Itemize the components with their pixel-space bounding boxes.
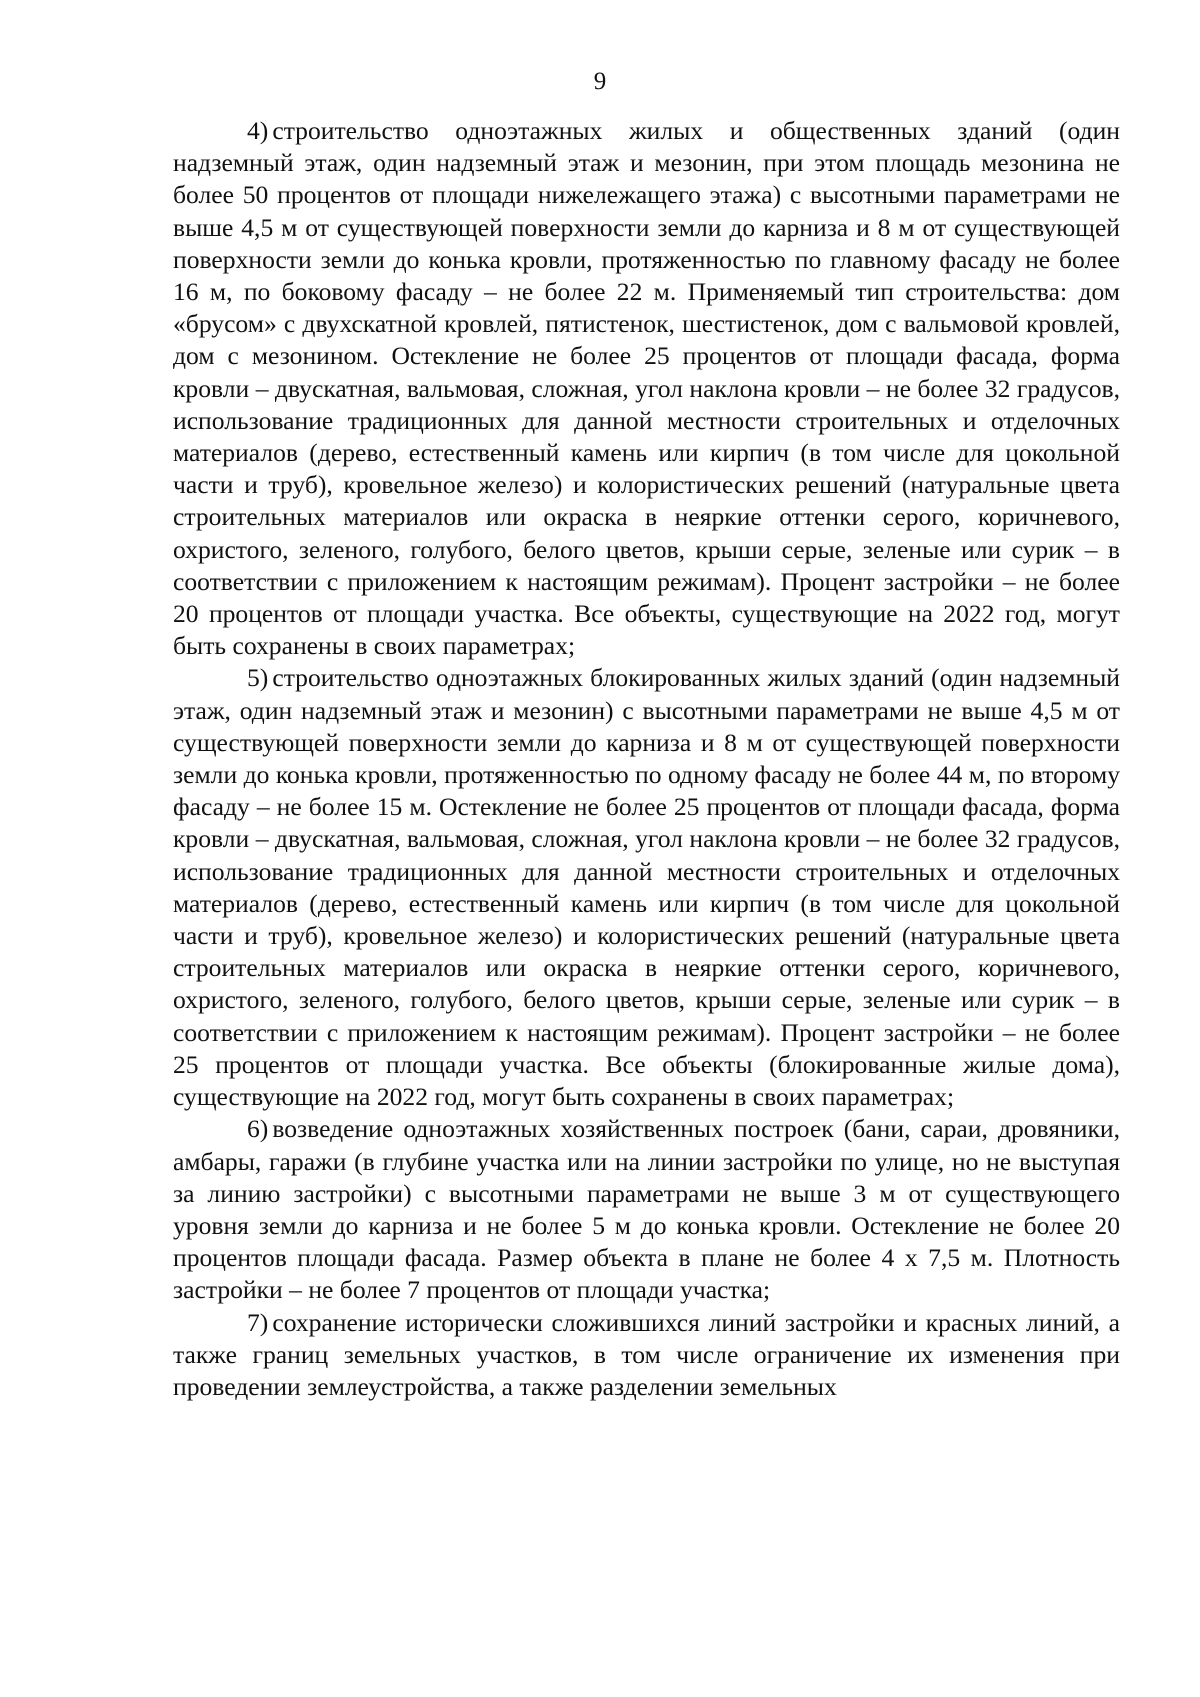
list-item-5 [173,662,1120,1113]
page-number: 9 [593,68,607,95]
list-item-6 [173,1113,1120,1306]
item-text: возведение одноэтажных хозяйственных построек (бани, сараи, дровяники, амбары, гаражи (в глубине участка или на линии застройки по улице, но не выступая за линию застройки) с высотными параметрами не выше 3 м от существующего уровня земли до карниза и не более 5 м до конька кровли. Остекление не более 20 процентов площади фасада. Размер объекта в плане не более 4 х 7,5 м. Плотность застройки – не более 7 процентов от площади участка; [173,1114,1120,1305]
item-text: строительство одноэтажных блокированных жилых зданий (один надземный этаж, один надземный этаж и мезонин) с высотными параметрами не выше 4,5 м от существующей поверхности земли до карниза и 8 м от существующей поверхности земли до конька кровли, протяженностью по одному фасаду не более 44 м, по второму фасаду – не более 15 м. Остекление не более 25 процентов от площади фасада, форма кровли – двускатная, вальмовая, сложная, угол наклона кровли – не более 32 градусов, использование традиционных для данной местности строительных и отделочных материалов (дерево, естественный камень или кирпич (в том числе для цокольной части и труб), кровельное железо) и колористических решений (натуральные цвета строительных материалов или окраска в неяркие оттенки серого, коричневого, охристого, зеленого, голубого, белого цветов, крыши серые, зеленые или сурик – в соответствии с приложением к настоящим режимам). Процент застройки – не более 25 процентов от площади участка. Все объекты (блокированные жилые дома), существующие на 2022 год, могут быть сохранены в своих параметрах; [173,663,1120,1112]
item-number: 7) [247,1307,269,1337]
item-text: строительство одноэтажных жилых и общественных зданий (один надземный этаж, один надземный этаж и мезонин, при этом площадь мезонина не более 50 процентов от площади нижележащего этажа) с высотными параметрами не выше 4,5 м от существующей поверхности земли до карниза и 8 м от существующей поверхности земли до конька кровли, протяженностью по главному фасаду не более 16 м, по боковому фасаду – не более 22 м. Применяемый тип строительства: дом «брусом» с двухскатной кровлей, пятистенок, шестистенок, дом с вальмовой кровлей, дом с мезонином. Остекление не более 25 процентов от площади фасада, форма кровли – двускатная, вальмовая, сложная, угол наклона кровли – не более 32 градусов, использование традиционных для данной местности строительных и отделочных материалов (дерево, естественный камень или кирпич (в том числе для цокольной части и труб), кровельное железо) и колористических решений (натуральные цвета строительных материалов или окраска в неяркие оттенки серого, коричневого, охристого, зеленого, голубого, белого цветов, крыши серые, зеленые или сурик – в соответствии с приложением к настоящим режимам). Процент застройки – не более 20 процентов от площади участка. Все объекты, существующие на 2022 год, могут быть сохранены в своих параметрах; [173,116,1120,661]
item-number: 6) [247,1114,269,1144]
document-body [173,115,1120,1403]
list-item-7 [173,1307,1120,1404]
item-number: 4) [247,116,269,145]
list-item-4 [173,115,1120,662]
item-text: сохранение исторически сложившихся линий застройки и красных линий, а также границ земельных участков, в том числе ограничение их изменения при проведении землеустройства, а также разделении земельных [173,1307,1120,1401]
item-number: 5) [247,663,269,693]
